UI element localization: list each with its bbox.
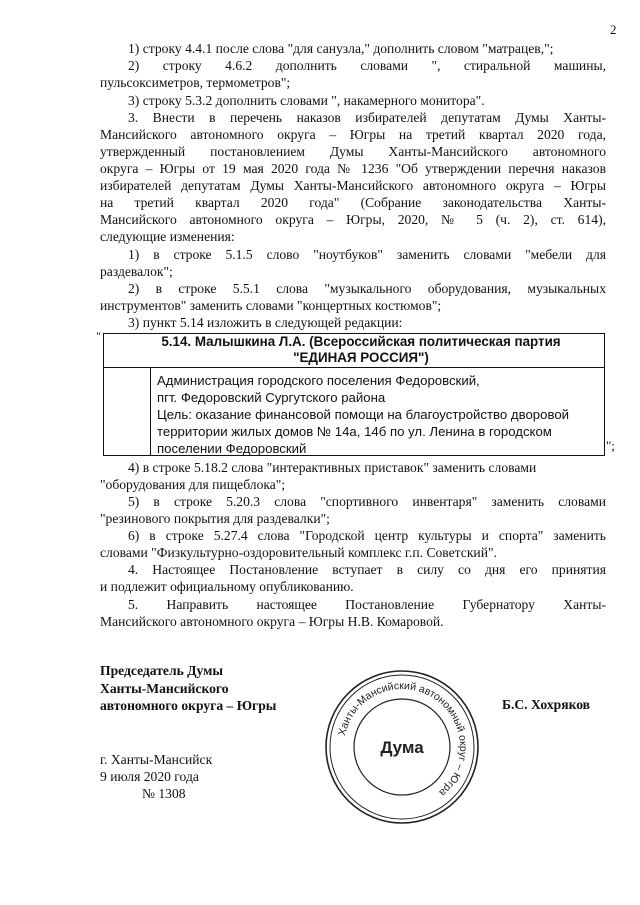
text-line: раздевалок";	[100, 264, 173, 279]
date: 9 июля 2020 года	[100, 769, 199, 784]
table-header-line-1: 5.14. Малышкина Л.А. (Всероссийская политическая партия	[161, 334, 561, 349]
amendment-table	[103, 333, 605, 456]
table-line: пгт. Федоровский Сургутского района	[157, 390, 386, 405]
text-line: 2) в строке 5.5.1 слова "музыкального оборудования, музыкальных	[128, 281, 606, 296]
seal-ring-text: Ханты-Мансийский автономный округ – Югра	[336, 679, 470, 799]
text-line: 1) строку 4.4.1 после слова "для санузла," дополнить словом "матрацев,";	[128, 41, 554, 56]
place: г. Ханты-Мансийск	[100, 752, 213, 767]
text-line: Мансийского автономного округа – Югры, 2020, № 5 (ч. 2), ст. 614),	[100, 212, 606, 227]
text-line: 3) строку 5.3.2 дополнить словами ", накамерного монитора".	[128, 93, 485, 108]
text-line: Мансийского автономного округа – Югры Н.В. Комаровой.	[100, 614, 444, 629]
text-line: словами "Физкультурно-оздоровительный комплекс г.п. Советский".	[100, 545, 497, 560]
text-line: округа – Югры от 19 мая 2020 года № 1236 "Об утверждении перечня наказов	[100, 161, 606, 176]
signatory-title-line-3: автономного округа – Югры	[100, 698, 277, 713]
text-line: следующие изменения:	[100, 229, 235, 244]
table-line: территории жилых домов № 14а, 14б по ул. Ленина в городском	[157, 424, 552, 439]
text-line: 3. Внести в перечень наказов избирателей депутатам Думы Ханты-	[128, 110, 606, 125]
text-line: на третий квартал 2020 года" (Собрание законодательства Ханты-	[100, 195, 606, 210]
table-close-quote: ";	[606, 438, 615, 453]
signatory-title-line-1: Председатель Думы	[100, 663, 224, 678]
text-line: Мансийского автономного округа – Югры на третий квартал 2020 года,	[100, 127, 606, 142]
text-line: 2) строку 4.6.2 дополнить словами ", стиральной машины,	[128, 58, 606, 73]
table-open-quote: "	[96, 329, 101, 343]
text-line: 5) в строке 5.20.3 слова "спортивного инвентаря" заменить словами	[128, 494, 606, 509]
text-line: инструментов" заменить словами "концертных костюмов";	[100, 298, 442, 313]
table-line: поселении Федоровский	[157, 441, 307, 456]
text-line: и подлежит официальному опубликованию.	[100, 579, 354, 594]
seal-center-text: Дума	[380, 738, 424, 757]
table-content-cell	[157, 372, 597, 457]
official-seal	[322, 667, 482, 827]
table-header-line-2: "ЕДИНАЯ РОССИЯ")	[293, 350, 429, 365]
text-line: 4. Настоящее Постановление вступает в силу со дня его принятия	[128, 562, 606, 577]
text-line: 6) в строке 5.27.4 слова "Городской центр культуры и спорта" заменить	[128, 528, 606, 543]
document-number: № 1308	[142, 786, 186, 801]
table-line: Администрация городского поселения Федоровский,	[157, 373, 480, 388]
table-line: Цель: оказание финансовой помощи на благоустройство дворовой	[157, 407, 570, 422]
text-line: 4) в строке 5.18.2 слова "интерактивных приставок" заменить словами	[128, 460, 537, 475]
text-line: 1) в строке 5.1.5 слово "ноутбуков" заменить словами "мебели для	[128, 247, 606, 262]
text-line: 3) пункт 5.14 изложить в следующей редакции:	[128, 315, 403, 330]
text-line: 5. Направить настоящее Постановление Губернатору Ханты-	[128, 597, 606, 612]
text-line: "резинового покрытия для раздевалки";	[100, 511, 330, 526]
table-empty-cell	[104, 368, 151, 455]
text-line: избирателей депутатам Думы Ханты-Мансийского автономного округа – Югры	[100, 178, 606, 193]
text-line: утвержденный постановлением Думы Ханты-Мансийского автономного	[100, 144, 606, 159]
table-header	[104, 334, 604, 368]
text-line: "оборудования для пищеблока";	[100, 477, 286, 492]
page-number: 2	[610, 22, 617, 37]
signatory-title-line-2: Ханты-Мансийского	[100, 681, 229, 696]
signatory-name: Б.С. Хохряков	[502, 697, 591, 712]
text-line: пульсоксиметров, термометров";	[100, 75, 291, 90]
